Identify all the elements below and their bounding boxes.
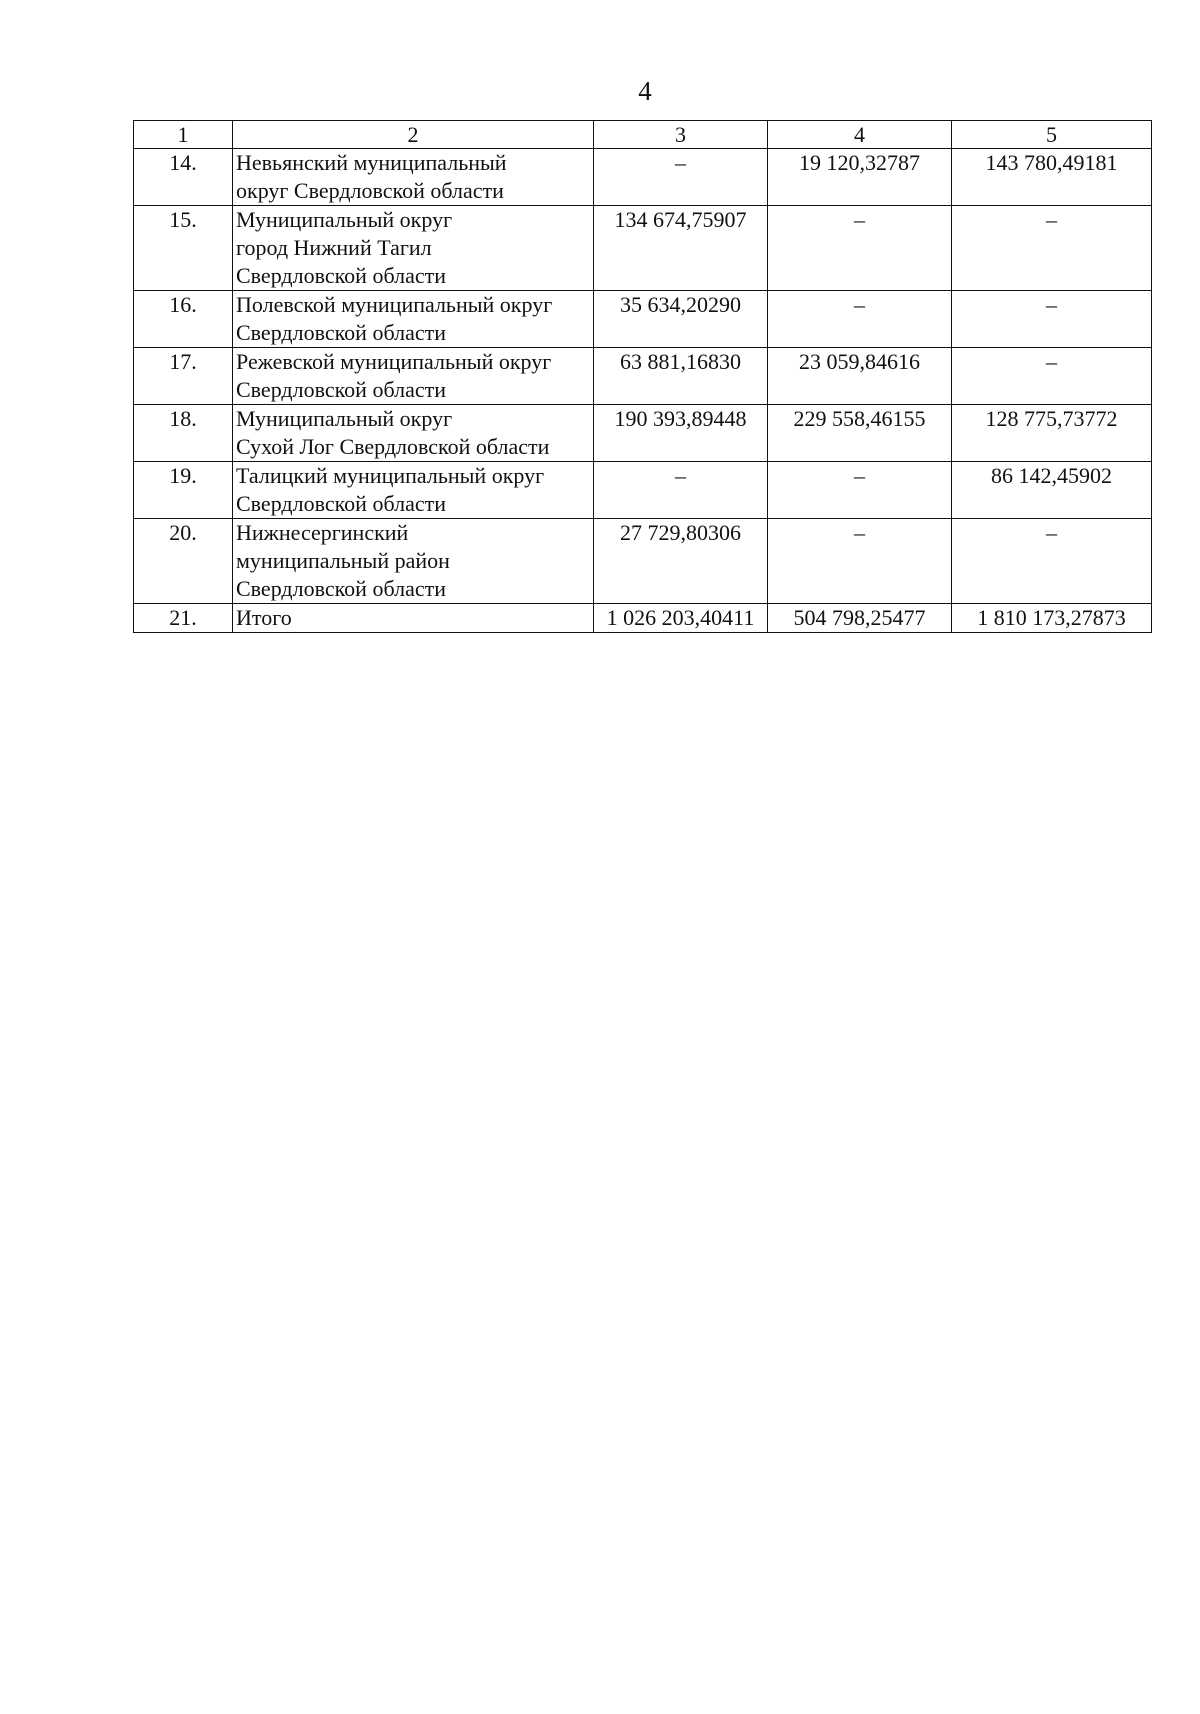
row-name: Муниципальный округ Сухой Лог Свердловской области [233,405,594,462]
total-value-col5: 1 810 173,27873 [952,604,1152,633]
header-col-2: 2 [233,121,594,149]
row-value-col3: 27 729,80306 [594,519,768,604]
header-row [134,121,1152,149]
row-value-col5: 86 142,45902 [952,462,1152,519]
table-row [134,149,1152,206]
row-name: Полевской муниципальный округ Свердловской области [233,291,594,348]
total-value-col3: 1 026 203,40411 [594,604,768,633]
row-value-col4: – [768,462,952,519]
row-value-col5: – [952,519,1152,604]
row-number: 16. [134,291,233,348]
row-number: 17. [134,348,233,405]
table-row [134,348,1152,405]
total-value-col4: 504 798,25477 [768,604,952,633]
row-value-col4: 229 558,46155 [768,405,952,462]
table-row [134,519,1152,604]
row-value-col5: – [952,291,1152,348]
row-value-col4: – [768,291,952,348]
row-name: Муниципальный округ город Нижний Тагил Свердловской области [233,206,594,291]
page-number: 4 [638,76,652,106]
table-body [134,149,1152,633]
row-value-col5: – [952,206,1152,291]
row-value-col4: – [768,519,952,604]
row-value-col3: – [594,462,768,519]
row-value-col3: 190 393,89448 [594,405,768,462]
row-value-col5: 143 780,49181 [952,149,1152,206]
row-value-col3: 63 881,16830 [594,348,768,405]
row-value-col3: – [594,149,768,206]
row-value-col4: 19 120,32787 [768,149,952,206]
row-name: Нижнесергинский муниципальный район Свердловской области [233,519,594,604]
row-number: 21. [134,604,233,633]
header-col-1: 1 [134,121,233,149]
allocation-table [133,120,1152,633]
table-header [134,121,1152,149]
table-row [134,206,1152,291]
table-row [134,405,1152,462]
total-label: Итого [233,604,594,633]
row-number: 18. [134,405,233,462]
table-row [134,462,1152,519]
header-col-4: 4 [768,121,952,149]
row-value-col3: 134 674,75907 [594,206,768,291]
total-row [134,604,1152,633]
header-col-3: 3 [594,121,768,149]
row-number: 20. [134,519,233,604]
row-number: 15. [134,206,233,291]
row-value-col3: 35 634,20290 [594,291,768,348]
row-value-col4: – [768,206,952,291]
row-number: 14. [134,149,233,206]
row-value-col5: – [952,348,1152,405]
row-value-col5: 128 775,73772 [952,405,1152,462]
row-number: 19. [134,462,233,519]
row-name: Талицкий муниципальный округ Свердловской области [233,462,594,519]
row-name: Невьянский муниципальный округ Свердловской области [233,149,594,206]
table-row [134,291,1152,348]
row-value-col4: 23 059,84616 [768,348,952,405]
row-name: Режевской муниципальный округ Свердловской области [233,348,594,405]
header-col-5: 5 [952,121,1152,149]
